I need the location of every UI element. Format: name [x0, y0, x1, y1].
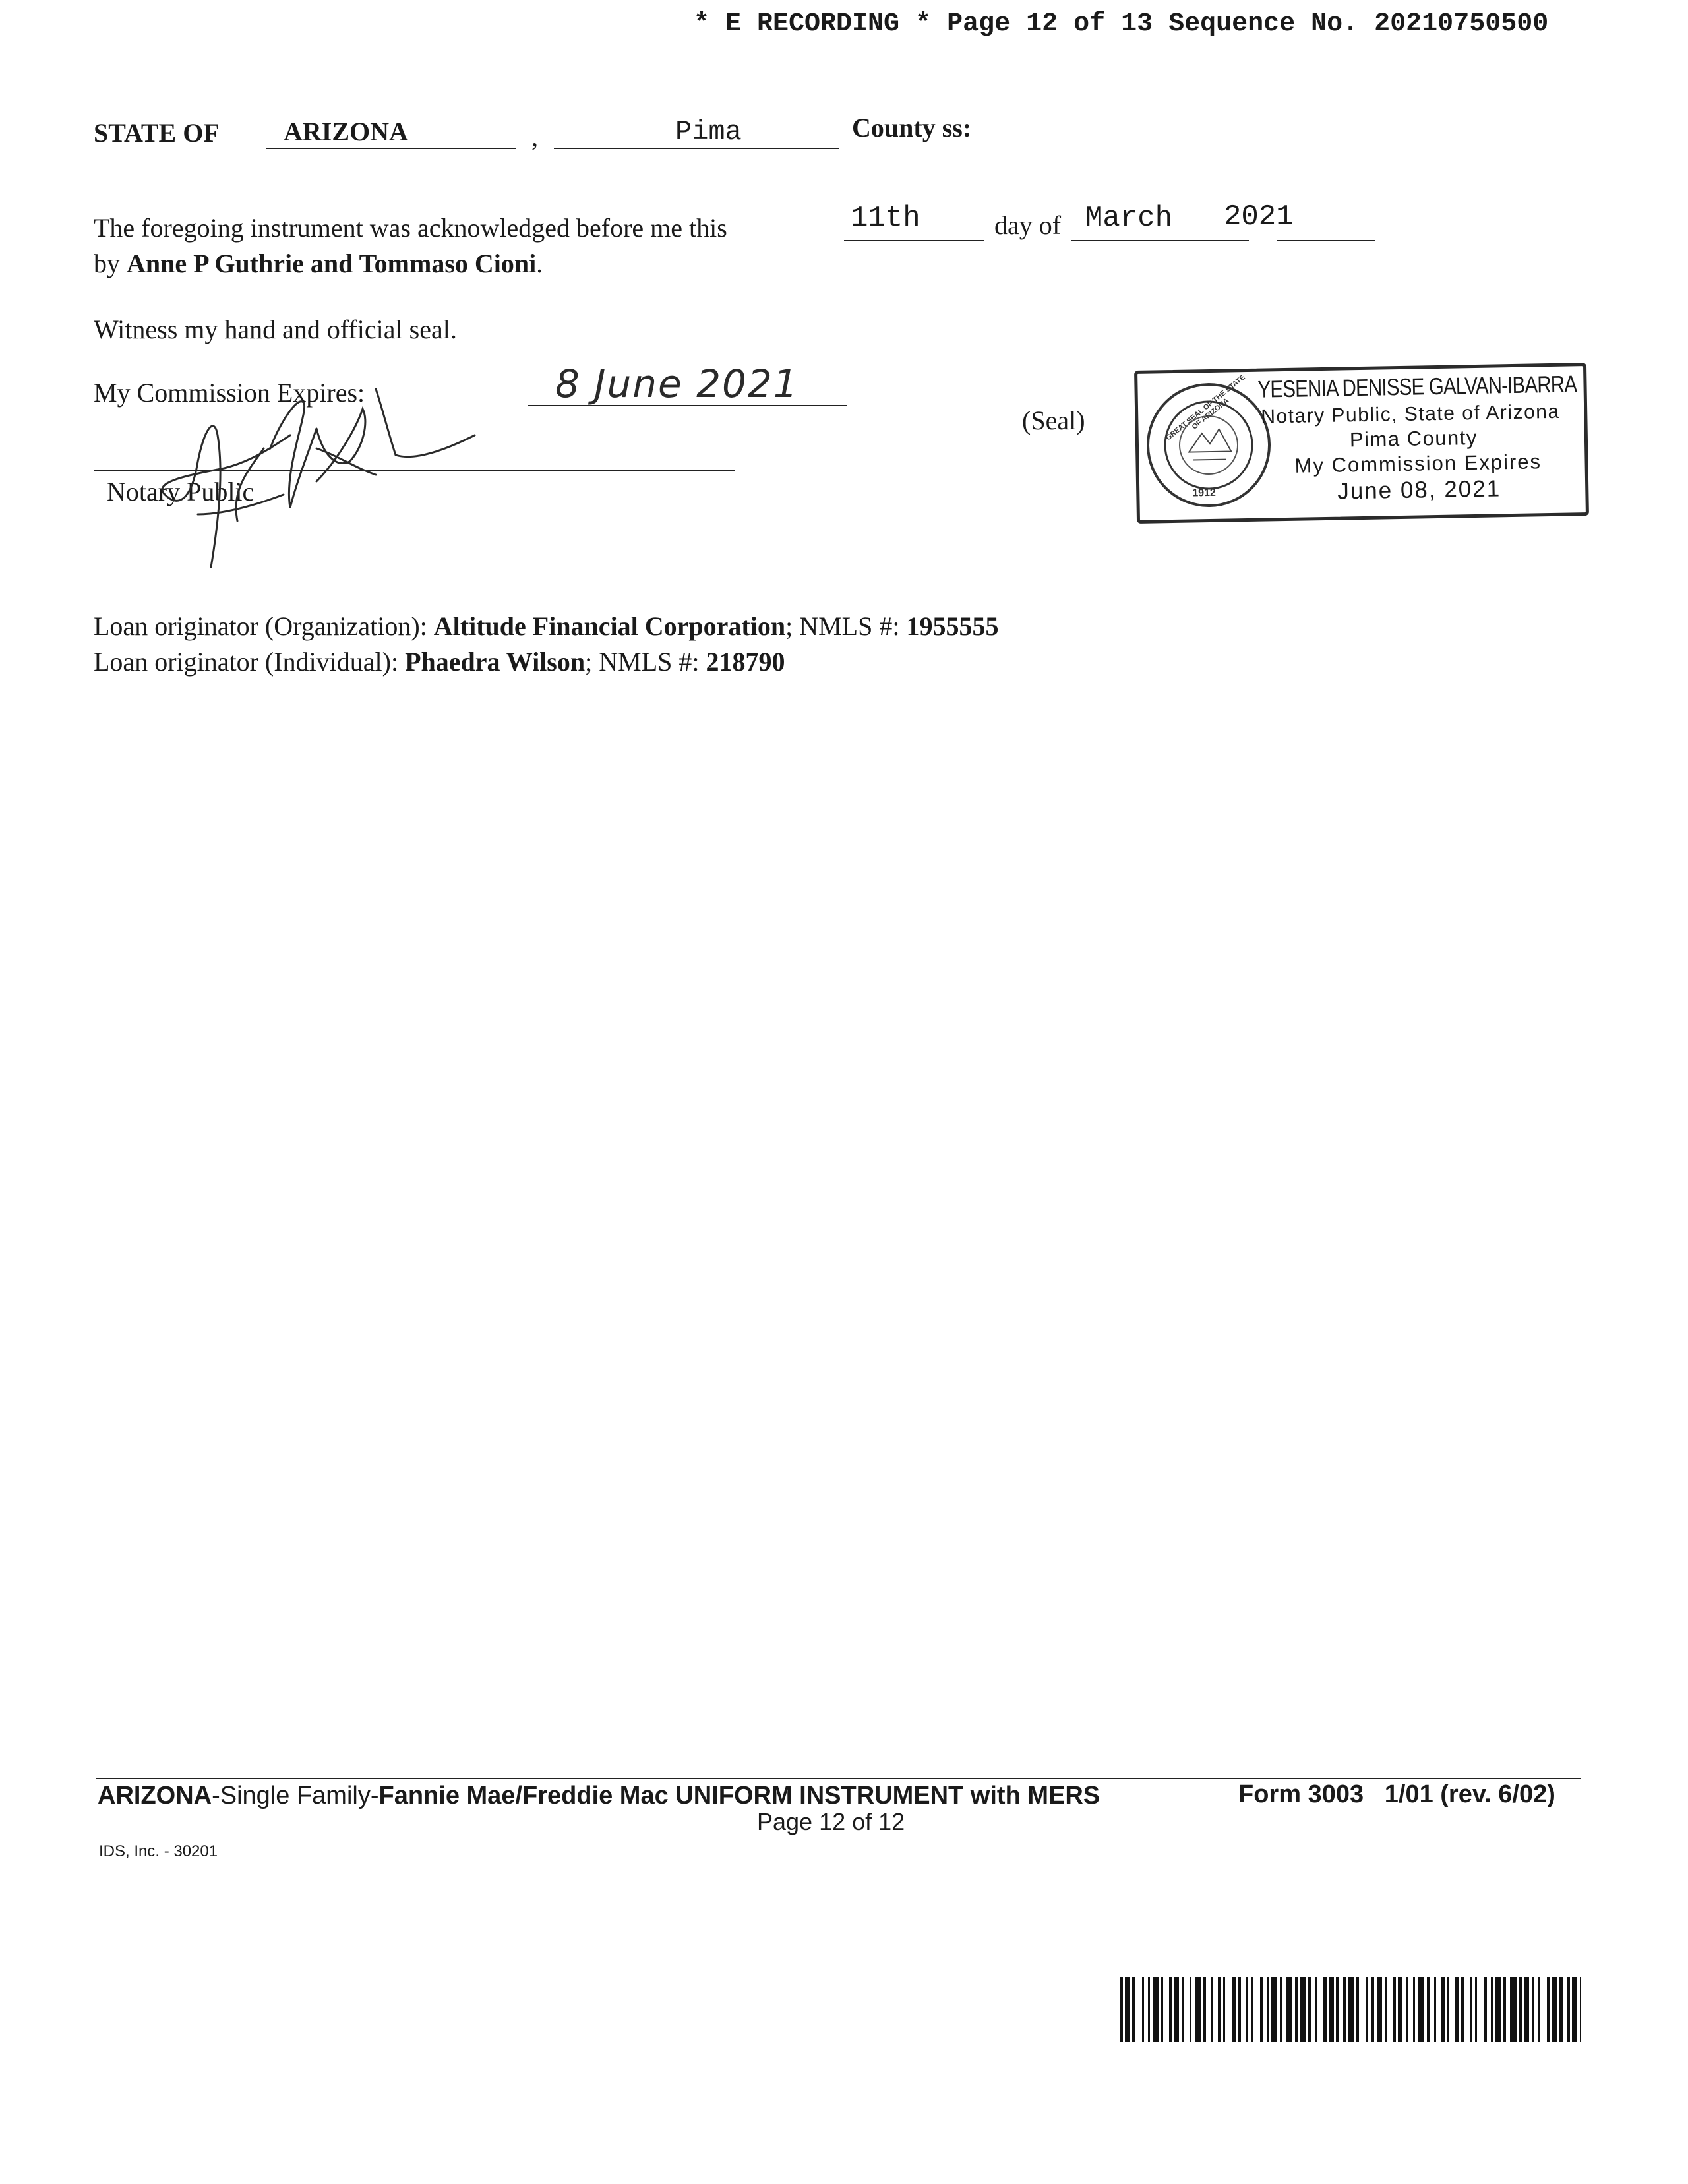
barcode-bar	[1169, 1977, 1172, 2042]
barcode-bar	[1356, 1977, 1359, 2042]
acknowledgment-parties-line	[94, 248, 543, 279]
stamp-expiration-date: June 08, 2021	[1337, 475, 1501, 504]
ind-name: Phaedra Wilson	[405, 647, 586, 677]
footer-form-number: Form 3003 1/01 (rev. 6/02)	[1238, 1780, 1555, 1808]
org-label: Loan originator (Organization):	[94, 611, 434, 641]
month-underline	[1071, 240, 1249, 241]
footer-ids: IDS, Inc. - 30201	[99, 1842, 218, 1860]
barcode-bar	[1223, 1977, 1225, 2042]
witness-text: Witness my hand and official seal.	[94, 315, 457, 344]
barcode-bar	[1547, 1977, 1550, 2042]
barcode-bar	[1393, 1977, 1396, 2042]
stamp-seal-text: GREAT SEAL OF THE STATE OF ARIZONA	[1164, 373, 1247, 442]
barcode-bar	[1519, 1977, 1522, 2042]
barcode-bar	[1142, 1977, 1144, 2042]
barcode-bar	[1120, 1977, 1123, 2042]
barcode-bar	[1211, 1977, 1213, 2042]
barcode-bar	[1160, 1977, 1162, 2042]
barcode-bar	[1503, 1977, 1505, 2042]
barcode-bar	[1323, 1977, 1327, 2042]
barcode-bar	[1406, 1977, 1408, 2042]
barcode-bar	[1190, 1977, 1191, 2042]
barcode-bar	[1153, 1977, 1159, 2042]
barcode-bar	[1372, 1977, 1373, 2042]
loan-originator-organization	[94, 611, 998, 642]
year-underline	[1277, 240, 1375, 241]
barcode-bar	[1308, 1977, 1310, 2042]
barcode-bar	[1475, 1977, 1477, 2042]
barcode-bar	[1174, 1977, 1178, 2042]
day-value: 11th	[851, 202, 920, 235]
barcode-bar	[1343, 1977, 1346, 2042]
footer-rule	[96, 1778, 1581, 1779]
barcode-bar	[1148, 1977, 1150, 2042]
venue-comma: ,	[531, 122, 538, 152]
barcode-bar	[1398, 1977, 1402, 2042]
barcode-bar	[1461, 1977, 1464, 2042]
barcode-bar	[1300, 1977, 1306, 2042]
barcode-bar	[1524, 1977, 1529, 2042]
barcode-bar	[1336, 1977, 1339, 2042]
barcode-bar	[1470, 1977, 1472, 2042]
county-label: County ss:	[852, 113, 972, 142]
barcode-bar	[1559, 1977, 1563, 2042]
state-value: ARIZONA	[284, 117, 408, 146]
org-nmls-number: 1955555	[906, 611, 999, 641]
barcode-bar	[1280, 1977, 1282, 2042]
barcode-bar	[1132, 1977, 1135, 2042]
loan-originator-individual	[94, 646, 785, 677]
month-value: March	[1085, 202, 1173, 235]
barcode-bar	[1532, 1977, 1534, 2042]
barcode-bar	[1538, 1977, 1540, 2042]
barcode-bar	[1246, 1977, 1248, 2042]
barcode-bar	[1218, 1977, 1221, 2042]
barcode-bar	[1267, 1977, 1269, 2042]
barcode-bar	[1260, 1977, 1263, 2042]
acknowledgment-text: The foregoing instrument was acknowledged before me this	[94, 213, 727, 243]
seal-label: (Seal)	[1022, 406, 1085, 435]
barcode-bar	[1366, 1977, 1368, 2042]
barcode-bar	[1484, 1977, 1487, 2042]
stamp-commission-label: My Commission Expires	[1294, 450, 1542, 477]
county-underline	[554, 148, 839, 149]
state-label: STATE OF	[94, 118, 220, 148]
barcode-bar	[1495, 1977, 1501, 2042]
org-nmls-label: ; NMLS #:	[785, 611, 907, 641]
barcode-bar	[1427, 1977, 1430, 2042]
barcode-bar	[1286, 1977, 1293, 2042]
org-name: Altitude Financial Corporation	[433, 611, 786, 641]
barcode-bar	[1580, 1977, 1581, 2042]
barcode-bar	[1195, 1977, 1201, 2042]
ind-nmls-label: ; NMLS #:	[585, 647, 706, 677]
barcode-bar	[1434, 1977, 1436, 2042]
barcode-bar	[1329, 1977, 1334, 2042]
barcode-bar	[1441, 1977, 1445, 2042]
barcode-bar	[1413, 1977, 1415, 2042]
state-underline	[266, 148, 516, 149]
barcode-bar	[1491, 1977, 1493, 2042]
barcode-bar	[1567, 1977, 1570, 2042]
barcode-bar	[1510, 1977, 1517, 2042]
day-of-label: day of	[994, 210, 1062, 240]
barcode-bar	[1232, 1977, 1236, 2042]
barcode-bar	[1418, 1977, 1425, 2042]
barcode-bar	[1447, 1977, 1449, 2042]
barcode-bar	[1295, 1977, 1298, 2042]
parties-names: Anne P Guthrie and Tommaso Cioni	[127, 249, 537, 278]
barcode-bar	[1125, 1977, 1130, 2042]
stamp-seal-year: 1912	[1192, 487, 1217, 499]
footer-form-title	[98, 1782, 1100, 1810]
by-prefix: by	[94, 249, 127, 278]
ind-nmls-number: 218790	[706, 647, 785, 677]
barcode	[1120, 1977, 1581, 2042]
notary-signature	[119, 369, 554, 587]
stamp-notary-title: Notary Public, State of Arizona	[1260, 400, 1560, 428]
commission-label: My Commission Expires:	[94, 378, 365, 408]
barcode-bar	[1377, 1977, 1382, 2042]
stamp-notary-name: YESENIA DENISSE GALVAN-IBARRA	[1257, 370, 1577, 403]
footer-state: ARIZONA	[98, 1782, 212, 1809]
commission-underline	[528, 405, 847, 406]
barcode-bar	[1348, 1977, 1354, 2042]
commission-handwritten-date: 8 June 2021	[555, 361, 799, 406]
notary-stamp	[1134, 363, 1589, 524]
stamp-county: Pima County	[1349, 425, 1478, 452]
notary-public-label: Notary Public	[107, 477, 255, 506]
by-suffix: .	[536, 249, 543, 278]
ind-label: Loan originator (Individual):	[94, 647, 406, 677]
barcode-bar	[1271, 1977, 1277, 2042]
barcode-bar	[1238, 1977, 1241, 2042]
barcode-bar	[1251, 1977, 1253, 2042]
barcode-bar	[1552, 1977, 1557, 2042]
barcode-bar	[1385, 1977, 1387, 2042]
county-value: Pima	[675, 116, 742, 148]
recording-header: * E RECORDING * Page 12 of 13 Sequence No. 20210750500	[694, 9, 1549, 39]
footer-page-number: Page 12 of 12	[757, 1808, 905, 1835]
barcode-bar	[1203, 1977, 1206, 2042]
barcode-bar	[1182, 1977, 1184, 2042]
barcode-bar	[1315, 1977, 1317, 2042]
footer-sep: -Single Family-	[212, 1782, 379, 1809]
footer-title: Fannie Mae/Freddie Mac UNIFORM INSTRUMENT with MERS	[378, 1782, 1100, 1809]
day-underline	[844, 240, 984, 241]
barcode-bar	[1455, 1977, 1459, 2042]
year-value: 2021	[1224, 200, 1294, 233]
barcode-bar	[1572, 1977, 1577, 2042]
